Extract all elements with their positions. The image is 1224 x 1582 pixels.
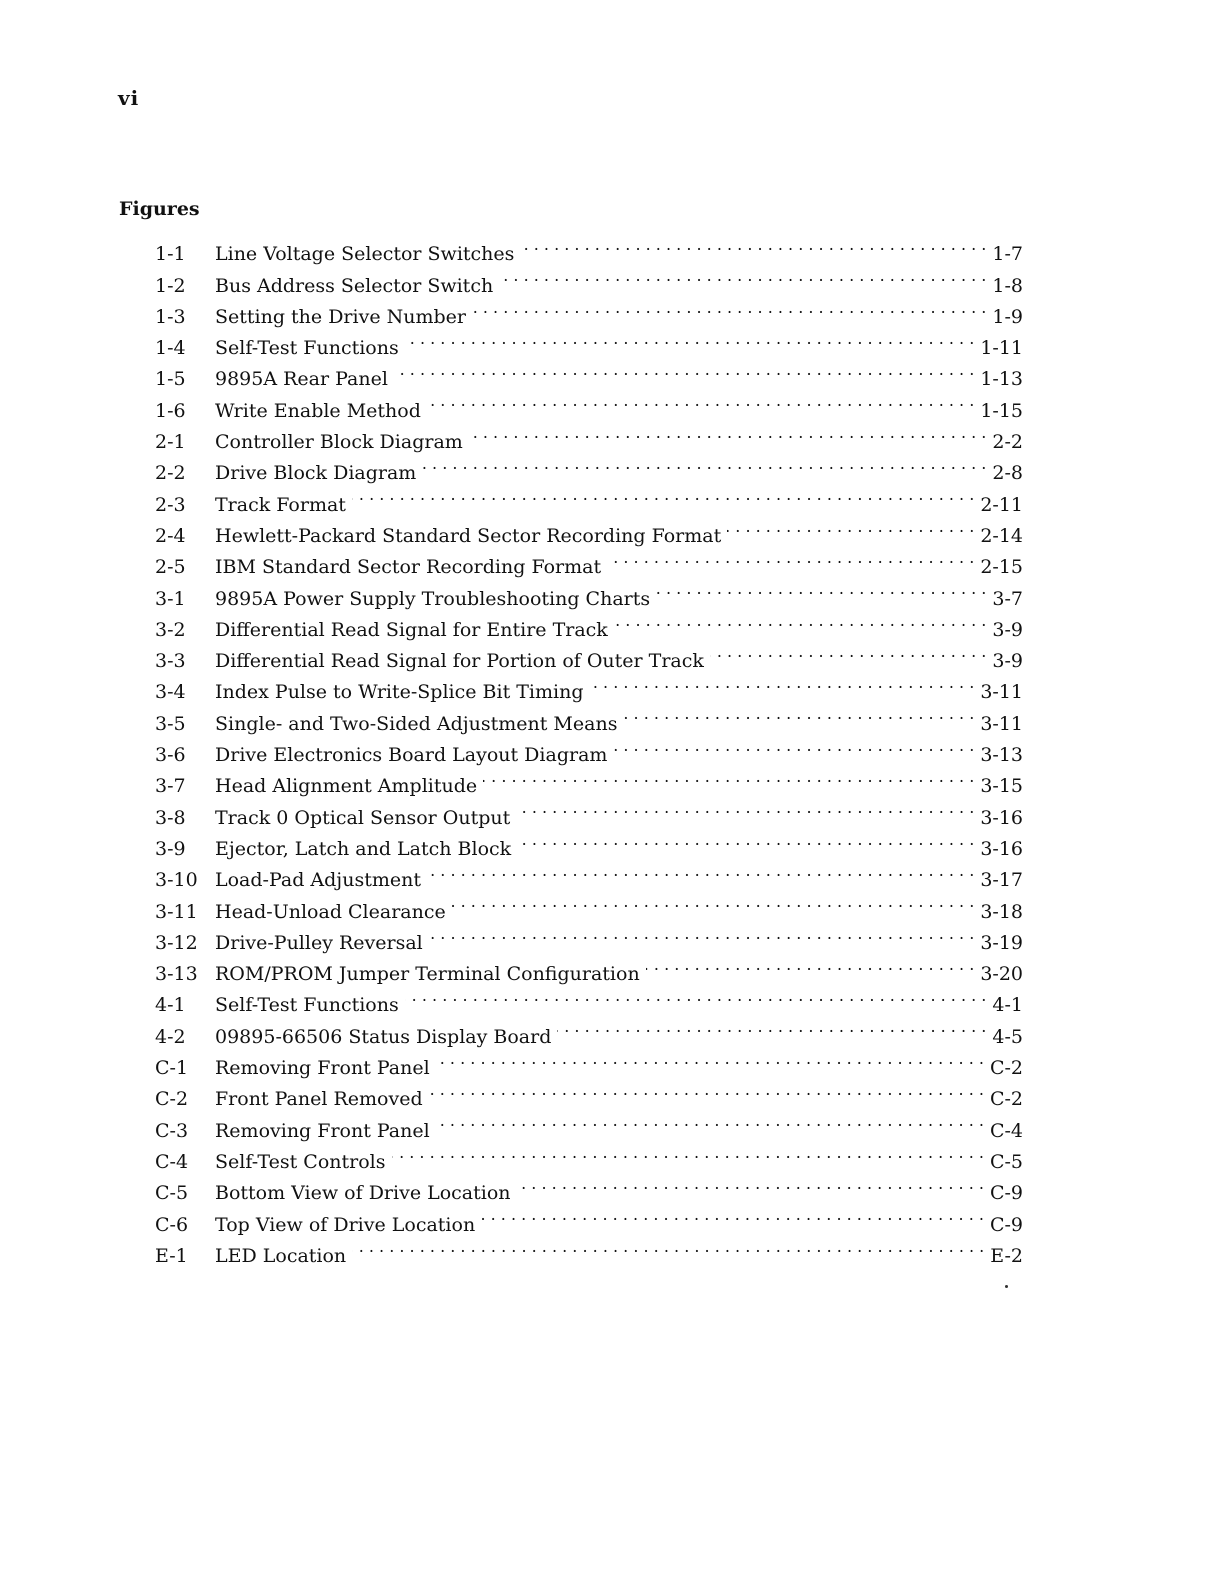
dot-leader [427, 855, 974, 886]
figure-page: C-9 [989, 1213, 1023, 1236]
figure-page: 4-5 [992, 1025, 1023, 1048]
figure-number: 3-10 [155, 869, 198, 892]
figure-number: 4-1 [155, 994, 186, 1017]
dot-leader [429, 1074, 984, 1105]
figure-page: 3-15 [980, 775, 1023, 798]
dot-leader [472, 292, 986, 323]
figure-title: Load-Pad Adjustment [215, 869, 421, 892]
figure-number: 3-11 [155, 900, 198, 923]
figure-number: 2-4 [155, 524, 186, 547]
figure-number: 3-9 [155, 837, 186, 860]
dot-leader [517, 1168, 984, 1199]
figure-number: 2-2 [155, 462, 186, 485]
figure-title: Track Format [215, 493, 346, 516]
figure-page: 3-11 [980, 712, 1023, 735]
figure-number: 3-7 [155, 775, 186, 798]
figure-number: 1-1 [155, 243, 186, 266]
figure-page: 1-15 [980, 399, 1023, 422]
figure-title: Index Pulse to Write-Splice Bit Timing [215, 681, 584, 704]
dot-leader [452, 886, 975, 917]
figure-number: 2-5 [155, 556, 186, 579]
figure-page: 3-16 [980, 806, 1023, 829]
figure-number: C-3 [155, 1119, 189, 1142]
figure-number: C-6 [155, 1213, 189, 1236]
figure-page: C-2 [989, 1088, 1023, 1111]
figure-page: 1-8 [992, 274, 1023, 297]
figure-page: C-4 [989, 1119, 1023, 1142]
figure-number: 2-1 [155, 431, 186, 454]
dot-leader [429, 918, 975, 949]
dot-leader [557, 1011, 986, 1042]
figure-number: 3-8 [155, 806, 186, 829]
figure-page: 2-14 [980, 524, 1023, 547]
toc-entry[interactable] [155, 229, 1023, 266]
figure-title: Differential Read Signal for Entire Track [215, 618, 608, 641]
dot-leader [646, 949, 975, 980]
figure-title: Controller Block Diagram [215, 431, 463, 454]
dot-leader [614, 605, 987, 636]
figure-title: Top View of Drive Location [215, 1213, 476, 1236]
figure-title: Track 0 Optical Sensor Output [215, 806, 511, 829]
figure-page: 3-18 [980, 900, 1023, 923]
figure-number: 3-13 [155, 963, 198, 986]
figure-page: 2-11 [980, 493, 1023, 516]
figure-page: 2-2 [992, 431, 1023, 454]
dot-leader [481, 1199, 984, 1230]
figure-number: 1-4 [155, 337, 186, 360]
figure-page: 3-13 [980, 744, 1023, 767]
figure-title: Self-Test Functions [215, 994, 399, 1017]
dot-leader [520, 229, 986, 260]
figure-number: C-5 [155, 1182, 189, 1205]
dot-leader [394, 354, 974, 385]
figure-title: 9895A Rear Panel [215, 368, 388, 391]
figure-title: Drive-Pulley Reversal [215, 931, 423, 954]
section-heading: Figures [119, 198, 200, 220]
dot-leader [516, 792, 974, 823]
figures-list [155, 229, 1023, 1267]
figure-number: 1-6 [155, 399, 186, 422]
figure-number: 3-5 [155, 712, 186, 735]
dot-leader [422, 448, 986, 479]
figure-title: LED Location [215, 1244, 347, 1267]
figure-title: Head-Unload Clearance [215, 900, 446, 923]
figure-page: C-2 [989, 1057, 1023, 1080]
dot-leader [405, 980, 987, 1011]
page-number: vi [118, 86, 140, 110]
figure-number: 1-5 [155, 368, 186, 391]
figure-page: 3-7 [992, 587, 1023, 610]
figure-number: E-1 [155, 1244, 188, 1267]
figure-number: C-1 [155, 1057, 189, 1080]
figure-title: ROM/PROM Jumper Terminal Configuration [215, 963, 640, 986]
figure-page: 3-9 [992, 618, 1023, 641]
figure-title: Front Panel Removed [215, 1088, 423, 1111]
figure-number: 3-12 [155, 931, 198, 954]
figure-title: Head Alignment Amplitude [215, 775, 478, 798]
figure-title: Line Voltage Selector Switches [215, 243, 515, 266]
figure-title: Single- and Two-Sided Adjustment Means [215, 712, 618, 735]
dot-leader [499, 260, 986, 291]
figure-page: 3-19 [980, 931, 1023, 954]
figure-page: C-9 [989, 1182, 1023, 1205]
figure-title: Write Enable Method [215, 399, 421, 422]
dot-leader [710, 636, 986, 667]
figure-page: 1-7 [992, 243, 1023, 266]
figure-number: 3-1 [155, 587, 186, 610]
figure-number: 3-6 [155, 744, 186, 767]
dot-leader [623, 698, 974, 729]
figure-title: Self-Test Controls [215, 1150, 386, 1173]
dot-leader [469, 417, 987, 448]
figure-page: C-5 [989, 1150, 1023, 1173]
dot-leader [656, 573, 986, 604]
figure-title: 09895-66506 Status Display Board [215, 1025, 552, 1048]
dot-leader [392, 1137, 984, 1168]
figure-title: Drive Block Diagram [215, 462, 417, 485]
figure-page: 1-9 [992, 305, 1023, 328]
dot-leader [352, 479, 974, 510]
figure-page: 3-9 [992, 650, 1023, 673]
figure-title: 9895A Power Supply Troubleshooting Charts [215, 587, 651, 610]
figure-title: Differential Read Signal for Portion of Outer Track [215, 650, 704, 673]
figure-page: 3-20 [980, 963, 1023, 986]
figure-title: Bus Address Selector Switch [215, 274, 494, 297]
figure-page: 4-1 [992, 994, 1023, 1017]
figure-title: Ejector, Latch and Latch Block [215, 837, 512, 860]
figure-number: 3-2 [155, 618, 186, 641]
scan-speck [1005, 1285, 1008, 1288]
figure-number: 3-4 [155, 681, 186, 704]
figure-page: 2-15 [980, 556, 1023, 579]
figure-number: 1-2 [155, 274, 186, 297]
figure-title: Removing Front Panel [215, 1057, 430, 1080]
dot-leader [607, 542, 974, 573]
figure-page: 2-8 [992, 462, 1023, 485]
figure-title: IBM Standard Sector Recording Format [215, 556, 602, 579]
dot-leader [727, 511, 974, 542]
figure-page: 1-13 [980, 368, 1023, 391]
figure-title: Self-Test Functions [215, 337, 399, 360]
figure-number: 2-3 [155, 493, 186, 516]
dot-leader [517, 824, 974, 855]
dot-leader [483, 761, 974, 792]
dot-leader [436, 1043, 984, 1074]
figure-title: Setting the Drive Number [215, 305, 466, 328]
figure-page: 1-11 [980, 337, 1023, 360]
figure-title: Drive Electronics Board Layout Diagram [215, 744, 608, 767]
figure-number: 4-2 [155, 1025, 186, 1048]
dot-leader [613, 730, 974, 761]
dot-leader [436, 1105, 984, 1136]
dot-leader [352, 1231, 984, 1262]
figure-number: 3-3 [155, 650, 186, 673]
figure-page: 3-11 [980, 681, 1023, 704]
figure-number: 1-3 [155, 305, 186, 328]
dot-leader [427, 385, 974, 416]
figure-page: 3-17 [980, 869, 1023, 892]
figure-page: 3-16 [980, 837, 1023, 860]
figure-number: C-2 [155, 1088, 189, 1111]
figure-title: Removing Front Panel [215, 1119, 430, 1142]
figure-page: E-2 [990, 1244, 1023, 1267]
dot-leader [405, 323, 975, 354]
figure-title: Hewlett-Packard Standard Sector Recording Format [215, 524, 722, 547]
figure-title: Bottom View of Drive Location [215, 1182, 511, 1205]
dot-leader [590, 667, 975, 698]
figure-number: C-4 [155, 1150, 189, 1173]
